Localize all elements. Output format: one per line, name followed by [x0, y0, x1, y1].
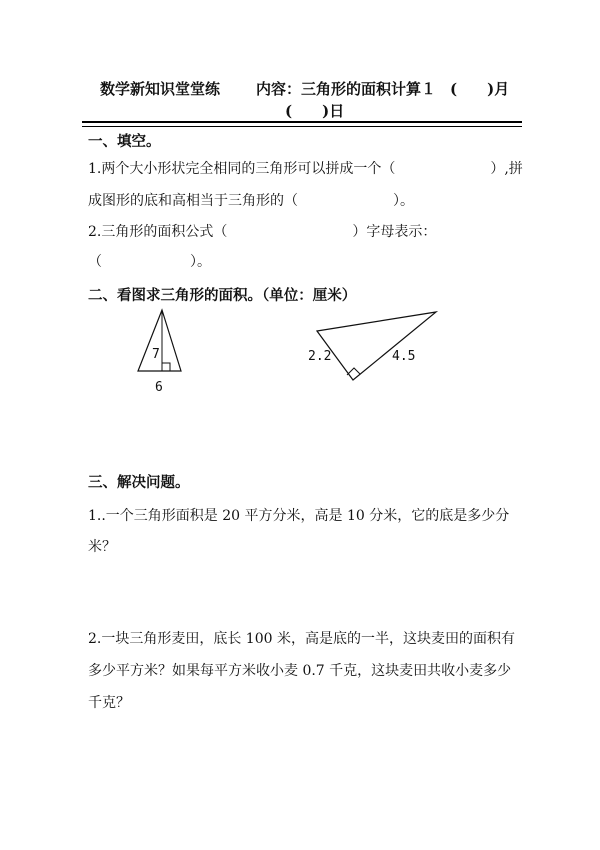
header-rule-thin	[82, 126, 522, 127]
q2-line2-text-b: ）。	[190, 254, 211, 270]
day-field: ( )日	[285, 102, 345, 120]
problem2-line1: 2.一块三角形麦田，底长 100 米，高是底的一半，这块麦田的面积有	[88, 631, 515, 647]
left-side-label: 2.2	[308, 349, 332, 364]
q2-line2	[88, 251, 211, 271]
section3-heading: 三、解决问题。	[88, 474, 190, 491]
q1-line1-text-a: 1.两个大小形状完全相同的三角形可以拼成一个（	[88, 161, 396, 177]
q2-line1	[88, 221, 436, 241]
problem1-line2: 米？	[88, 539, 116, 555]
problem2-line2: 多少平方米？如果每平方米收小麦 0.7 千克，这块麦田共收小麦多少	[88, 663, 512, 679]
q2-line1-text-b: ）字母表示：	[352, 224, 437, 240]
triangle-figure-2	[308, 312, 436, 380]
height-label: 7	[152, 347, 160, 362]
q1-line1-text-b: ）,拼	[490, 161, 523, 177]
problem2-line3: 千克？	[88, 695, 130, 711]
section1-heading: 一、填空。	[88, 133, 161, 150]
figures	[120, 300, 460, 400]
triangle-figure-1	[138, 310, 181, 395]
q2-line1-text-a: 2.三角形的面积公式（	[88, 224, 228, 240]
q1-line1	[88, 158, 523, 178]
header-rule-thick	[82, 121, 522, 123]
q2-line2-text-a: （	[88, 254, 102, 270]
base-label: 6	[155, 380, 163, 395]
worksheet-title: 数学新知识堂堂练	[100, 80, 221, 98]
right-angle-mark	[162, 363, 170, 371]
right-triangle-outline	[317, 312, 436, 380]
month-field: ( )月	[450, 80, 510, 98]
q1-line2-text-b: ）。	[393, 193, 414, 209]
right-side-label: 4.5	[392, 349, 416, 364]
problem1-line1: 1..一个三角形面积是 20 平方分米，高是 10 分米，它的底是多少分	[88, 508, 510, 524]
content-label: 内容：三角形的面积计算１	[256, 80, 437, 98]
q1-line2-text-a: 成图形的底和高相当于三角形的（	[88, 193, 298, 209]
section2-heading: 二、看图求三角形的面积。（单位：厘米）	[88, 287, 357, 304]
q1-line2	[88, 190, 414, 210]
